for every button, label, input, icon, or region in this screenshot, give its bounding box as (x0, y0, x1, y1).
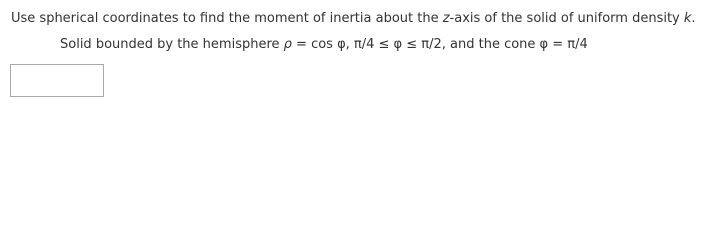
z-axis-symbol: z (442, 11, 450, 26)
question-end-punct: . (691, 11, 696, 26)
question-text (11, 10, 696, 28)
answer-input[interactable] (10, 64, 104, 97)
question-text-part-2: -axis of the solid of uniform density (449, 11, 684, 26)
question-text-part-1: Use spherical coordinates to find the moment of inertia about the (11, 11, 443, 26)
condition-equation: = cos φ, π/4 ≤ φ ≤ π/2, and the cone φ = π/4 (291, 37, 588, 52)
problem-container (0, 0, 727, 109)
density-symbol: k (683, 11, 692, 26)
condition-prefix: Solid bounded by the hemisphere (60, 37, 284, 52)
solid-condition-text (60, 36, 588, 54)
rho-symbol: ρ (283, 37, 292, 52)
